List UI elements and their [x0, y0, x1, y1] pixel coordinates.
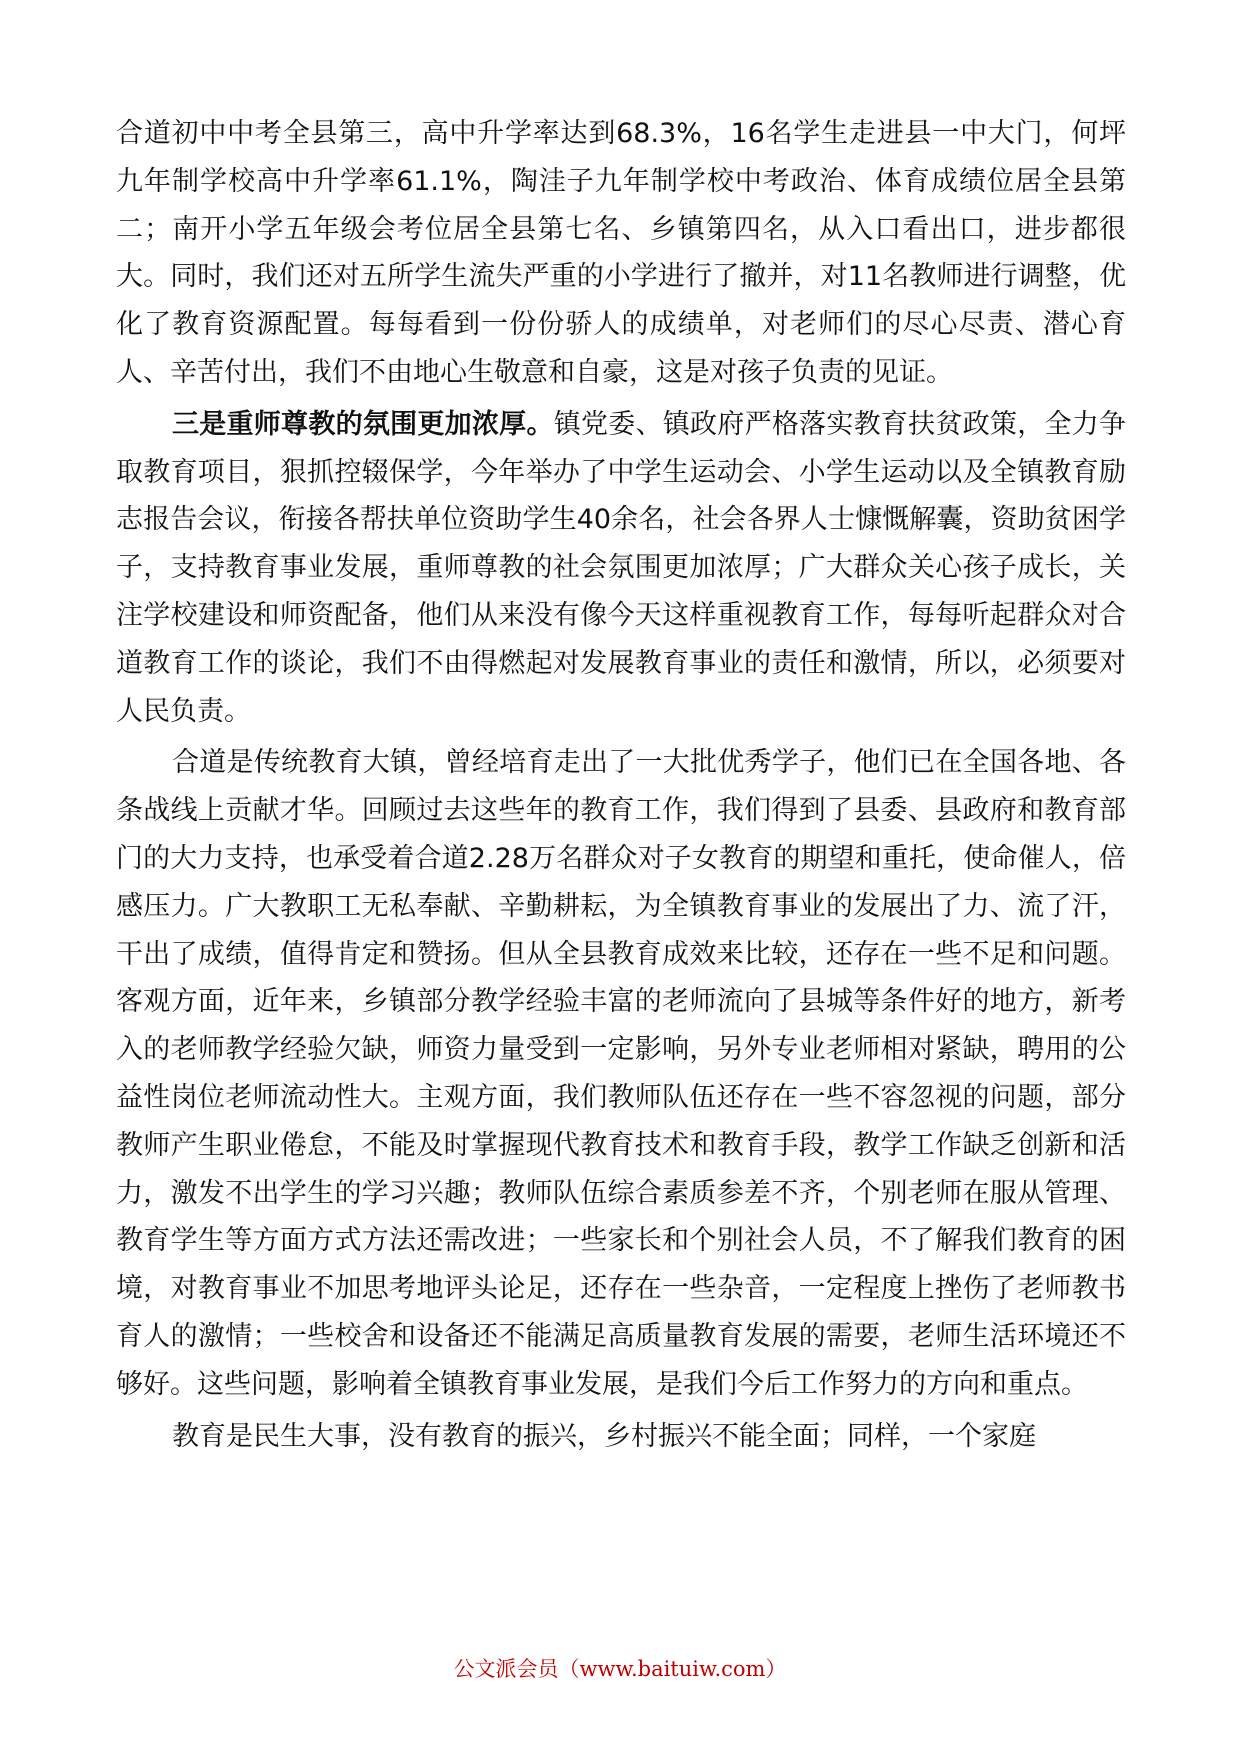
document-body — [116, 110, 1126, 1464]
paragraph-education-problems: 合道是传统教育大镇，曾经培育走出了一大批优秀学子，他们已在全国各地、各条战线上贡献才华。回顾过去这些年的教育工作，我们得到了县委、县政府和教育部门的大力支持，也承受着合道2.28万名群众对子女教育的期望和重托，使命催人，倍感压力。广大教职工无私奉献、辛勤耕耘，为全镇教育事业的发展出了力、流了汗，干出了成绩，值得肯定和赞扬。但从全县教育成效来比较，还存在一些不足和问题。客观方面，近年来，乡镇部分教学经验丰富的老师流向了县城等条件好的地方，新考入的老师教学经验欠缺，师资力量受到一定影响，另外专业老师相对紧缺，聘用的公益性岗位老师流动性大。主观方面，我们教师队伍还存在一些不容忽视的问题，部分教师产生职业倦怠，不能及时掌握现代教育技术和教育手段，教学工作缺乏创新和活力，激发不出学生的学习兴趣；教师队伍综合素质参差不齐，个别老师在服从管理、教育学生等方面方式方法还需改进；一些家长和个别社会人员，不了解我们教育的困境，对教育事业不加思考地评头论足，还存在一些杂音，一定程度上挫伤了老师教书育人的激情；一些校舍和设备还不能满足高质量教育发展的需要，老师生活环境还不够好。这些问题，影响着全镇教育事业发展，是我们今后工作努力的方向和重点。 — [116, 747, 1126, 1400]
paragraph-education-livelihood: 教育是民生大事，没有教育的振兴，乡村振兴不能全面；同样，一个家庭 — [172, 1420, 1036, 1452]
footer-watermark: 公文派会员（www.baituiw.com） — [453, 1657, 787, 1681]
paragraph-lead-heading: 三是重师尊教的氛围更加浓厚。 — [172, 408, 554, 440]
paragraph-teacher-respect — [116, 401, 1126, 736]
paragraph-teacher-respect-body: 镇党委、镇政府严格落实教育扶贫政策，全力争取教育项目，狠抓控辍保学，今年举办了中学生运动会、小学生运动以及全镇教育励志报告会议，衔接各帮扶单位资助学生40余名，社会各界人士慷慨解囊，资助贫困学子，支持教育事业发展，重师尊教的社会氛围更加浓厚；广大群众关心孩子成长，关注学校建设和师资配备，他们从来没有像今天这样重视教育工作，每每听起群众对合道教育工作的谈论，我们不由得燃起对发展教育事业的责任和激情，所以，必须要对人民负责。 — [116, 408, 1127, 727]
paragraph-continued: 合道初中中考全县第三，高中升学率达到68.3%，16名学生走进县一中大门，何坪九年制学校高中升学率61.1%，陶洼子九年制学校中考政治、体育成绩位居全县第二；南开小学五年级会考位居全县第七名、乡镇第四名，从入口看出口，进步都很大。同时，我们还对五所学生流失严重的小学进行了撤并，对11名教师进行调整，优化了教育资源配置。每每看到一份份骄人的成绩单，对老师们的尽心尽责、潜心育人、辛苦付出，我们不由地心生敬意和自豪，这是对孩子负责的见证。 — [116, 118, 1126, 388]
